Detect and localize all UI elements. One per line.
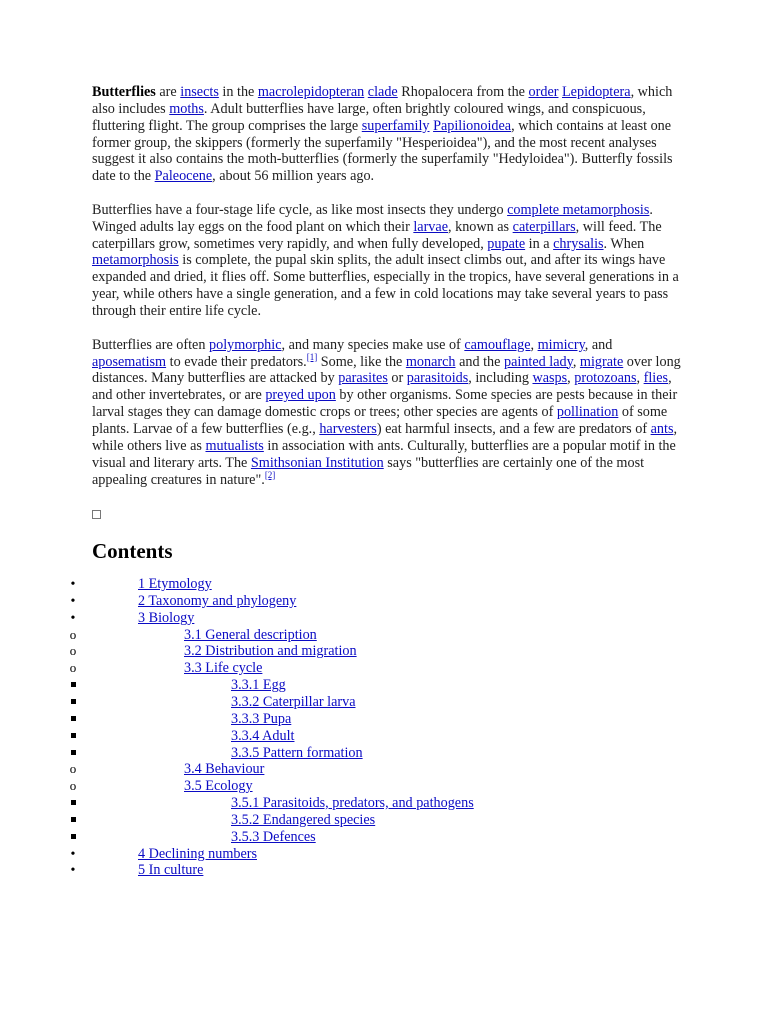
wiki-link[interactable]: superfamily — [361, 117, 430, 134]
wiki-link[interactable]: mimicry — [537, 336, 585, 353]
bullet-square-icon — [68, 795, 78, 812]
text-run: . When — [603, 235, 645, 252]
toc-link[interactable]: 3.4 Behaviour — [184, 761, 265, 778]
toc-link[interactable]: 3.5.3 Defences — [231, 828, 316, 845]
text-run: , which also includes — [92, 84, 673, 117]
article-body — [92, 84, 682, 879]
bullet-circle-icon — [68, 643, 78, 660]
intro-paragraph-3 — [92, 337, 682, 489]
text-run: , — [572, 353, 580, 370]
wiki-link[interactable]: metamorphosis — [92, 252, 179, 269]
wiki-link[interactable]: Papilionoidea — [433, 117, 512, 134]
text-run: and the — [455, 353, 504, 370]
bullet-disc-icon — [68, 610, 78, 628]
bullet-circle-icon — [68, 660, 78, 677]
bullet-disc-icon — [68, 846, 78, 864]
text-run: in the — [218, 84, 258, 100]
wiki-link[interactable]: flies — [643, 370, 669, 387]
bullet-disc-icon — [68, 593, 78, 611]
citation-superscript — [265, 470, 276, 480]
text-run: , including — [468, 370, 533, 387]
text-run: Butterflies have a four-stage life cycle, as like most insects they undergo — [92, 201, 508, 218]
toc-item — [92, 761, 682, 778]
citation-superscript — [307, 352, 318, 362]
text-run: , known as — [448, 218, 513, 235]
toc-item — [92, 643, 682, 660]
text-run: is complete, the pupal skin splits, the adult insect climbs out, and after its wings have expanded and dried, it flies off. Some butterflies, especially in the tropics, have several generations in a year, while others have a single generation, and a few in cold locations may take several years to pass through their entire life cycle. — [92, 252, 679, 320]
bullet-square-icon — [68, 694, 78, 711]
text-run: , — [530, 336, 538, 353]
wiki-link[interactable]: clade — [367, 84, 398, 100]
toc-link[interactable]: 3.3.3 Pupa — [231, 710, 292, 727]
toc-link[interactable]: 4 Declining numbers — [138, 845, 257, 862]
toc-link[interactable]: 3.3 Life cycle — [184, 660, 263, 677]
wiki-link[interactable]: macrolepidopteran — [257, 84, 365, 100]
wiki-link[interactable]: protozoans — [574, 370, 637, 387]
bullet-circle-icon — [68, 627, 78, 644]
text-run: . Adult butterflies have large, often brightly coloured wings, and conspicuous, fluttering flight. The group comprises the large — [92, 100, 646, 134]
wiki-link[interactable]: pollination — [556, 404, 619, 421]
toc-item — [92, 778, 682, 795]
toc-item — [92, 677, 682, 694]
toc-item — [92, 846, 682, 863]
wiki-link[interactable]: ants — [650, 420, 674, 437]
toc-link[interactable]: 1 Etymology — [138, 576, 212, 593]
toc-item — [92, 593, 682, 610]
text-run: to evade their predators. — [166, 353, 307, 370]
text-run: are — [155, 84, 181, 100]
text-run: . Winged adults lay eggs on the food plant on which their — [92, 201, 653, 235]
bullet-square-icon — [68, 677, 78, 694]
text-run: , — [567, 370, 575, 387]
text-run: over long distances. Many butterflies are attacked by — [92, 353, 681, 387]
toc-item — [92, 576, 682, 593]
wiki-link[interactable]: order — [528, 84, 559, 100]
text-run: , will feed. The caterpillars grow, sometimes very rapidly, and when fully developed, — [92, 218, 662, 252]
wiki-link[interactable]: caterpillars — [512, 218, 576, 235]
text-run: or — [387, 370, 407, 387]
text-run: Butterflies are often — [92, 336, 209, 353]
toc-link[interactable]: 3.5 Ecology — [184, 778, 253, 795]
toc-item — [92, 627, 682, 644]
text-run: in association with ants. Culturally, butterflies are a popular motif in the visual and literary arts. The — [92, 437, 676, 471]
article-subject-bold: Butterflies — [92, 84, 156, 100]
table-of-contents — [92, 576, 682, 879]
contents-heading: Contents — [92, 539, 173, 564]
text-run: , about 56 million years ago. — [212, 168, 375, 185]
text-run: , — [636, 370, 644, 387]
wiki-link[interactable]: migrate — [579, 353, 624, 370]
toc-item — [92, 728, 682, 745]
wiki-link[interactable]: wasps — [532, 370, 568, 387]
text-run: says "butterflies are certainly one of the most appealing creatures in nature". — [92, 454, 645, 488]
intro-paragraph-1 — [92, 84, 682, 185]
bullet-circle-icon — [68, 761, 78, 778]
text-run: of some plants. Larvae of a few butterflies (e.g., — [92, 404, 668, 437]
text-run: by other organisms. Some species are pests because in their larval stages they can damage domestic crops or trees; other species are agents of — [92, 387, 678, 421]
text-run: , while others live as — [92, 420, 678, 454]
citation-link[interactable]: [1] — [306, 351, 318, 362]
toc-link[interactable]: 3 Biology — [138, 609, 195, 626]
toc-link[interactable]: 2 Taxonomy and phylogeny — [138, 592, 297, 609]
checkbox-icon[interactable] — [92, 510, 101, 519]
bullet-square-icon — [68, 829, 78, 846]
wiki-link[interactable]: larvae — [413, 218, 448, 235]
text-run: , and many species make use of — [281, 336, 465, 353]
toc-link[interactable]: 3.5.1 Parasitoids, predators, and pathogens — [231, 795, 474, 812]
wiki-link[interactable]: aposematism — [92, 353, 167, 370]
bullet-circle-icon — [68, 778, 78, 795]
bullet-disc-icon — [68, 576, 78, 594]
toc-item — [92, 829, 682, 846]
wiki-link[interactable]: insects — [180, 84, 219, 100]
wiki-link[interactable]: parasitoids — [406, 370, 469, 387]
wiki-link[interactable]: parasites — [338, 370, 388, 387]
wiki-link[interactable]: harvesters — [319, 420, 377, 437]
wiki-link[interactable]: Paleocene — [154, 168, 213, 185]
toc-item — [92, 711, 682, 728]
bullet-square-icon — [68, 745, 78, 762]
intro-paragraph-2 — [92, 202, 682, 320]
bullet-square-icon — [68, 711, 78, 728]
toc-link[interactable]: 3.5.2 Endangered species — [231, 811, 376, 828]
toc-link[interactable]: 3.3.4 Adult — [231, 727, 295, 744]
wiki-link[interactable]: preyed upon — [265, 387, 336, 404]
wiki-link[interactable]: polymorphic — [209, 336, 282, 353]
text-run: Some, like the — [317, 353, 406, 370]
toc-link[interactable]: 3.1 General description — [184, 626, 317, 643]
toc-link[interactable]: 3.2 Distribution and migration — [184, 643, 357, 660]
toc-link[interactable]: 3.3.2 Caterpillar larva — [231, 693, 356, 710]
toc-item — [92, 660, 682, 677]
bullet-square-icon — [68, 728, 78, 745]
bullet-disc-icon — [68, 862, 78, 880]
toc-toggle-checkbox[interactable] — [92, 505, 682, 524]
bullet-square-icon — [68, 812, 78, 829]
wiki-link[interactable]: camouflage — [464, 336, 531, 353]
toc-link[interactable]: 3.3.1 Egg — [231, 677, 286, 694]
toc-item — [92, 862, 682, 879]
toc-item — [92, 795, 682, 812]
wiki-link[interactable]: chrysalis — [553, 235, 604, 252]
toc-link[interactable]: 5 In culture — [138, 862, 204, 879]
wiki-link[interactable]: complete metamorphosis — [507, 201, 650, 218]
toc-item — [92, 812, 682, 829]
toc-link[interactable]: 3.3.5 Pattern formation — [231, 744, 363, 761]
text-run: , and — [584, 336, 613, 353]
wiki-link[interactable]: Smithsonian Institution — [250, 454, 384, 471]
text-run: , which contains at least one former group, the skippers (formerly the superfamily "Hesperioidea"), and the most recent analyses suggest it also contains the moth-butterflies (formerly the superfamily "Hedyloidea"). Butterfly fossils date to the — [92, 117, 673, 185]
text-run: , and other invertebrates, or are — [92, 370, 672, 404]
citation-link[interactable]: [2] — [264, 469, 276, 480]
wiki-link[interactable]: Lepidoptera — [562, 84, 631, 100]
wiki-link[interactable]: painted lady — [504, 353, 573, 370]
text-run: Rhopalocera from the — [397, 84, 529, 100]
wiki-link[interactable]: monarch — [405, 353, 456, 370]
text-run: in a — [525, 235, 554, 252]
text-run: ) eat harmful insects, and a few are predators of — [376, 420, 651, 437]
toc-item — [92, 610, 682, 627]
toc-item — [92, 745, 682, 762]
toc-item — [92, 694, 682, 711]
wiki-link[interactable]: mutualists — [205, 437, 264, 454]
wiki-link[interactable]: pupate — [487, 235, 526, 252]
wiki-link[interactable]: moths — [169, 100, 204, 117]
